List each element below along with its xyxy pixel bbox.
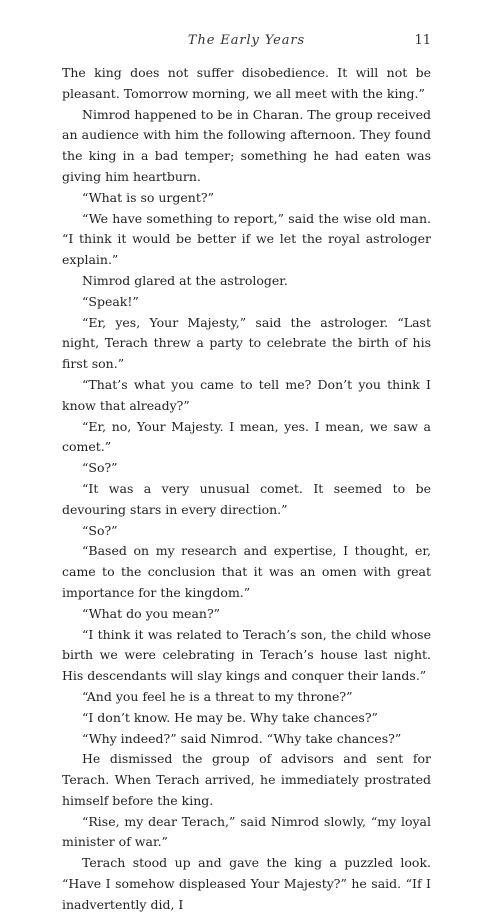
paragraph: “What is so urgent?”: [82, 189, 214, 205]
paragraph: “Why indeed?” said Nimrod. “Why take chances?”: [82, 730, 402, 746]
paragraph: Terach stood up and gave the king a puzzled look. “Have I somehow displeased Your Majesty?” he said. “If I inadvertently did, I: [62, 855, 431, 912]
paragraph: Nimrod glared at the astrologer.: [82, 272, 288, 288]
paragraph: “What do you mean?”: [82, 605, 221, 621]
body-text: [62, 63, 431, 916]
paragraph: “I think it was related to Terach’s son, the child whose birth we were celebrating in Terach’s house last night. His descendants will slay kings and conquer their lands.”: [62, 626, 431, 684]
paragraph: “Based on my research and expertise, I thought, er, came to the conclusion that it was an omen with great importance for the kingdom.”: [62, 543, 431, 600]
paragraph: “So?”: [82, 460, 118, 476]
paragraph: The king does not suffer disobedience. It will not be pleasant. Tomorrow morning, we all meet with the king.”: [62, 65, 431, 101]
paragraph: He dismissed the group of advisors and sent for Terach. When Terach arrived, he immediately prostrated himself before the king.: [62, 751, 431, 808]
paragraph: “I don’t know. He may be. Why take chances?”: [82, 709, 378, 725]
paragraph: “Speak!”: [82, 293, 139, 309]
running-title: The Early Years: [187, 33, 306, 48]
page-number: 11: [414, 33, 431, 48]
paragraph: “Er, yes, Your Majesty,” said the astrologer. “Last night, Terach threw a party to celebrate the birth of his first son.”: [62, 314, 431, 372]
paragraph: “And you feel he is a threat to my throne?”: [82, 688, 353, 704]
paragraph: “So?”: [82, 522, 118, 538]
paragraph: “Rise, my dear Terach,” said Nimrod slowly, “my loyal minister of war.”: [62, 813, 431, 850]
paragraph: “That’s what you came to tell me? Don’t you think I know that already?”: [62, 376, 431, 413]
paragraph: “Er, no, Your Majesty. I mean, yes. I mean, we saw a comet.”: [62, 418, 431, 455]
paragraph: “We have something to report,” said the wise old man. “I think it would be better if we let the royal astrologer explain.”: [62, 210, 431, 268]
running-header: [62, 33, 431, 53]
paragraph: Nimrod happened to be in Charan. The group received an audience with him the following afternoon. They found the king in a bad temper; something he had eaten was giving him heartburn.: [62, 106, 431, 184]
paragraph: “It was a very unusual comet. It seemed to be devouring stars in every direction.”: [62, 480, 431, 517]
